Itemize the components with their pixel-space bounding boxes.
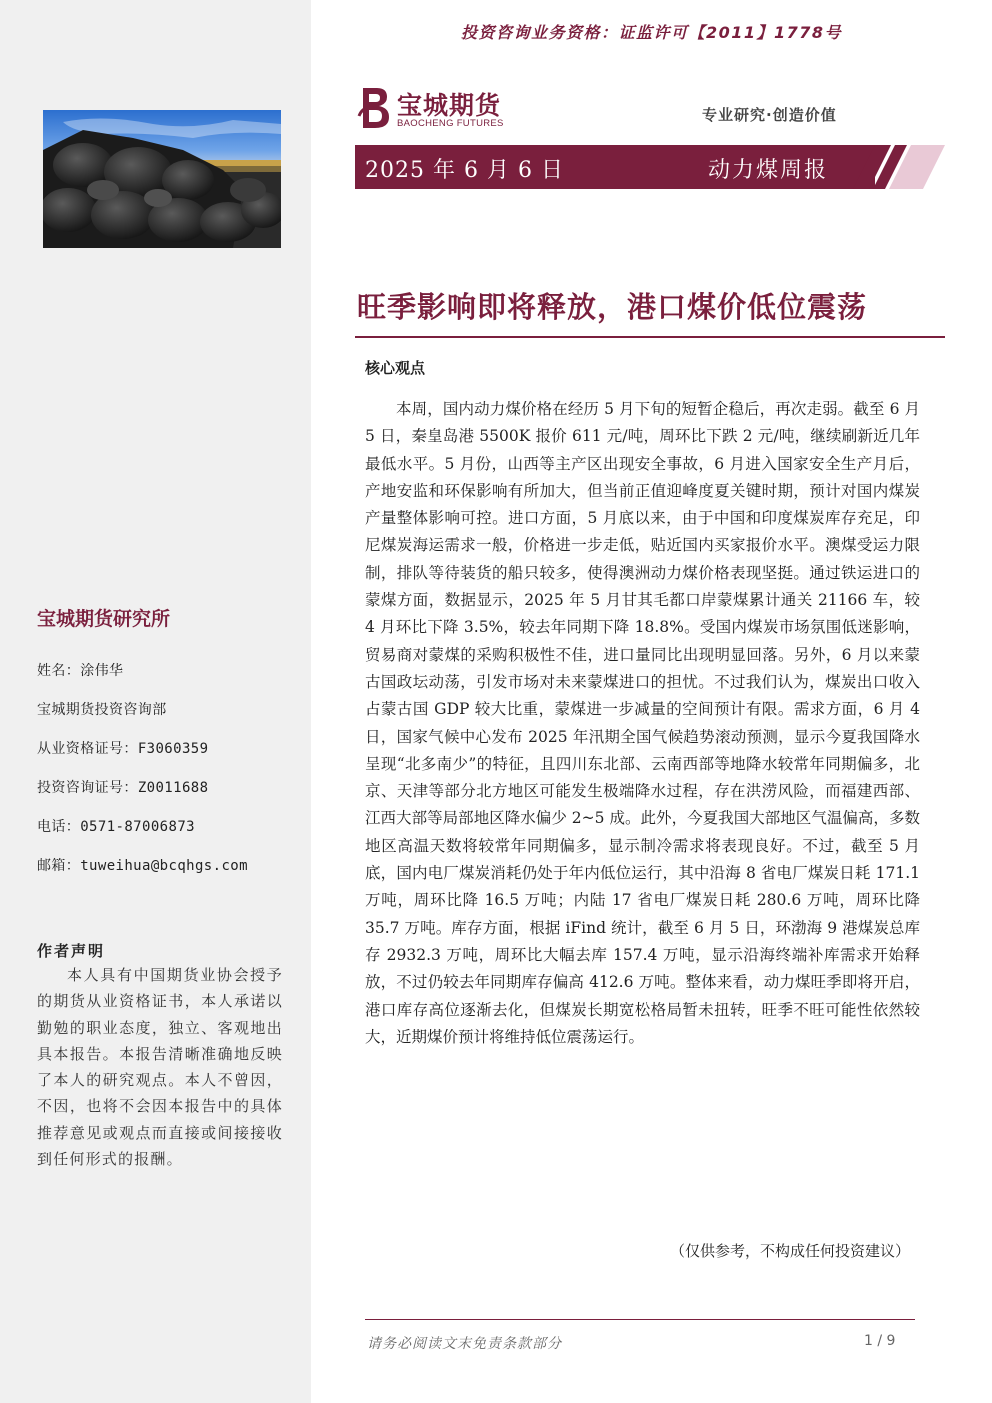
logo-mark-icon bbox=[357, 86, 391, 130]
advisory-line bbox=[37, 777, 208, 797]
email-label: 邮箱： bbox=[37, 858, 81, 874]
logo-text-en: BAOCHENG FUTURES bbox=[397, 118, 504, 129]
headline: 旺季影响即将释放，港口煤价低位震荡 bbox=[357, 290, 868, 324]
phone-value: 0571-87006873 bbox=[80, 819, 195, 835]
department-line bbox=[37, 699, 167, 719]
email-line bbox=[37, 855, 248, 875]
author-name: 涂伟华 bbox=[80, 663, 124, 679]
license-notice: 投资咨询业务资格：证监许可【2011】1778号 bbox=[460, 23, 843, 42]
section-title: 核心观点 bbox=[365, 359, 426, 377]
disclaimer: （仅供参考，不构成任何投资建议） bbox=[669, 1242, 910, 1260]
declaration-title: 作者声明 bbox=[37, 942, 106, 960]
footer-divider bbox=[365, 1319, 915, 1320]
cert-label: 从业资格证号： bbox=[37, 741, 138, 757]
department: 宝城期货投资咨询部 bbox=[37, 702, 167, 718]
phone-label: 电话： bbox=[37, 819, 81, 835]
footer-note: 请务必阅读文末免责条款部分 bbox=[367, 1336, 562, 1352]
slogan: 专业研究·创造价值 bbox=[702, 106, 837, 124]
page-number: 1 / 9 bbox=[864, 1333, 896, 1349]
author-label: 姓名： bbox=[37, 663, 81, 679]
coal-cover-image bbox=[43, 110, 281, 248]
sidebar bbox=[0, 0, 311, 1403]
email-value[interactable]: tuweihua@bcqhgs.com bbox=[80, 858, 248, 874]
org-name: 宝城期货研究所 bbox=[37, 608, 171, 630]
report-type: 动力煤周报 bbox=[708, 158, 829, 183]
author-line bbox=[37, 660, 123, 680]
core-view-body: 本周，国内动力煤价格在经历 5 月下旬的短暂企稳后，再次走弱。截至 6 月 5 日，秦皇岛港 5500K 报价 611 元/吨，周环比下跌 2 元/吨，继续刷新近几年最低水平。5 月份，山西等主产区出现安全事故，6 月进入国家安全生产月后，产地安监和环保影响有所加大，但当前正值迎峰度夏关键时期，预计对国内煤炭产量整体影响可控。进口方面，5 月底以来，由于中国和印度煤炭库存充足，印尼煤炭海运需求一般，价格进一步走低，贴近国内买家报价水平。澳煤受运力限制，排队等待装货的船只较多，使得澳洲动力煤价格表现坚挺。通过铁运进口的蒙煤方面，数据显示，2025 年 5 月甘其毛都口岸蒙煤累计通关 21166 车，较 4 月环比下降 3.5%，较去年同期下降 18.8%。受国内煤炭市场氛围低迷影响，贸易商对蒙煤的采购积极性不佳，进口量同比出现明显回落。另外，6 月以来蒙古国政坛动荡，引发市场对未来蒙煤进口的担忧。不过我们认为，煤炭出口收入占蒙古国 GDP 较大比重，蒙煤进一步减量的空间预计有限。需求方面，6 月 4 日，国家气候中心发布 2025 年汛期全国气候趋势滚动预测，显示今夏我国降水呈现“北多南少”的特征，且四川东北部、云南西部等地降水较常年同期偏多，北京、天津等部分北方地区可能发生极端降水过程，存在洪涝风险，而福建西部、江西大部等局部地区降水偏少 2~5 成。此外，今夏我国大部地区气温偏高，多数地区高温天数将较常年同期偏多，显示制冷需求将表现良好。不过，截至 5 月底，国内电厂煤炭消耗仍处于年内低位运行，其中沿海 8 省电厂煤炭日耗 171.1 万吨，周环比降 16.5 万吨；内陆 17 省电厂煤炭日耗 280.6 万吨，周环比降 35.7 万吨。库存方面，根据 iFind 统计，截至 6 月 5 日，环渤海 9 港煤炭总库存 2932.3 万吨，周环比大幅去库 157.4 万吨，显示沿海终端补库需求开始释放，不过仍较去年同期库存偏高 412.6 万吨。整体来看，动力煤旺季即将开启，港口库存高位逐渐去化，但煤炭长期宽松格局暂未扭转，旺季不旺可能性依然较大，近期煤价预计将维持低位震荡运行。 bbox=[365, 400, 920, 1046]
company-logo bbox=[357, 86, 527, 132]
report-band bbox=[355, 145, 945, 189]
advisory-value: Z0011688 bbox=[137, 780, 209, 796]
declaration-text: 本人具有中国期货业协会授予的期货从业资格证书，本人承诺以勤勉的职业态度，独立、客观地出具本报告。本报告清晰准确地反映了本人的研究观点。本人不曾因，不因，也将不会因本报告中的具体推荐意见或观点而直接或间接接收到任何形式的报酬。 bbox=[37, 966, 283, 1169]
headline-divider bbox=[355, 336, 945, 338]
advisory-label: 投资咨询证号： bbox=[37, 780, 138, 796]
phone-line bbox=[37, 816, 195, 836]
cert-line bbox=[37, 738, 208, 758]
report-date: 2025 年 6 月 6 日 bbox=[365, 158, 564, 183]
cert-value: F3060359 bbox=[137, 741, 209, 757]
logo-text-cn: 宝城期货 bbox=[397, 91, 502, 120]
